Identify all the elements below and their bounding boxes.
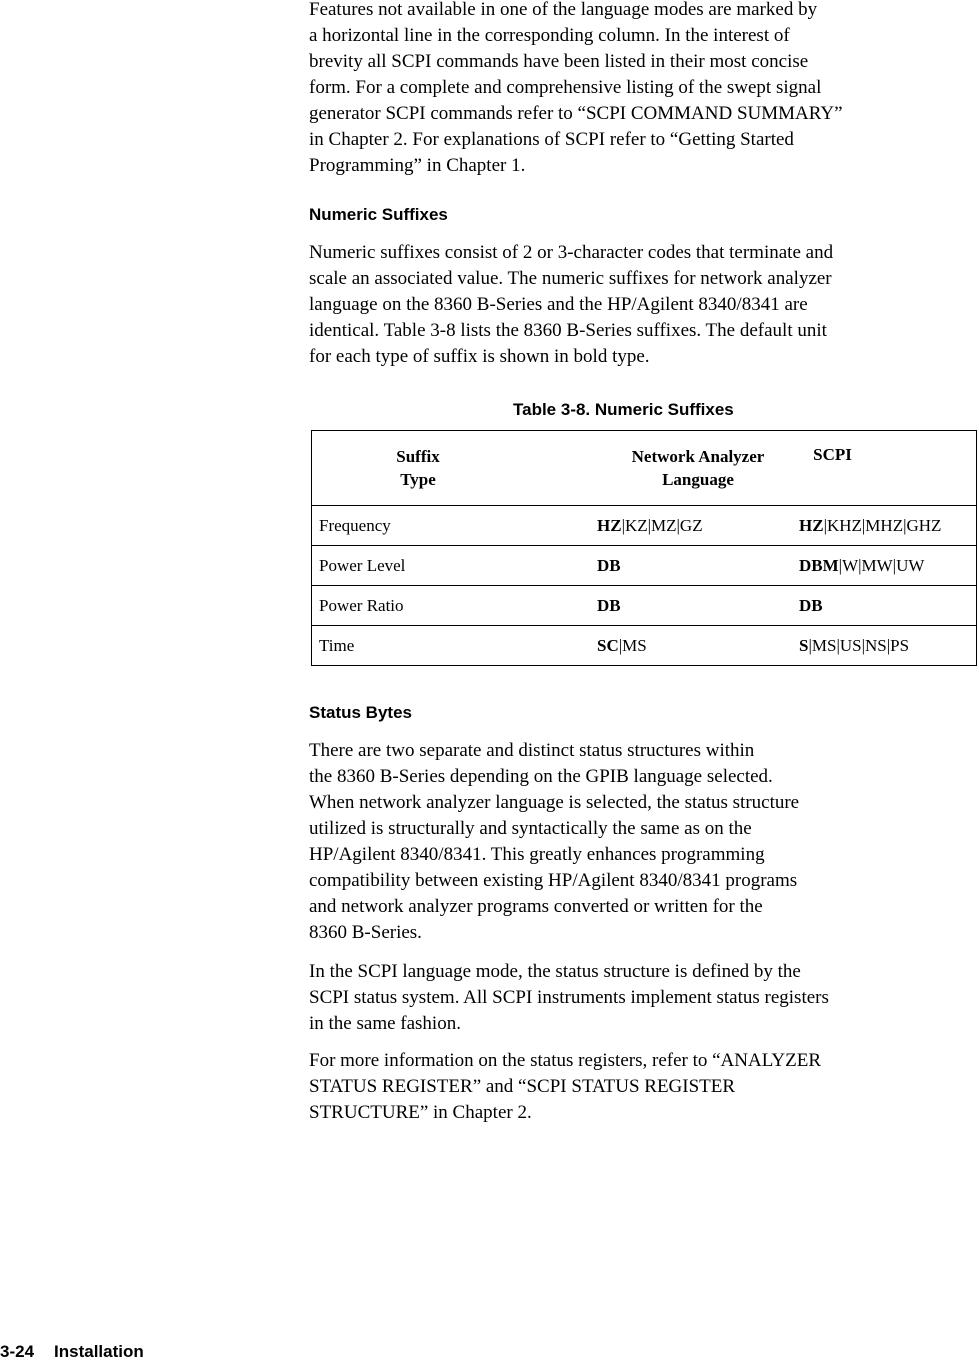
cell-network-analyzer bbox=[597, 626, 799, 666]
cell-network-analyzer bbox=[597, 506, 799, 546]
text-line: compatibility between existing HP/Agilent 8340/8341 programs bbox=[309, 870, 798, 891]
text-line: scale an associated value. The numeric suffixes for network analyzer bbox=[309, 268, 832, 289]
text-line: generator SCPI commands refer to “SCPI COMMAND SUMMARY” bbox=[309, 103, 843, 124]
default-unit: HZ bbox=[799, 515, 824, 535]
status-bytes-heading: Status Bytes bbox=[309, 703, 412, 722]
text-line: 8360 B-Series. bbox=[309, 922, 422, 943]
text-line: utilized is structurally and syntactically the same as on the bbox=[309, 818, 752, 839]
text-line: STATUS REGISTER” and “SCPI STATUS REGISTER bbox=[309, 1076, 736, 1097]
table-row bbox=[312, 586, 977, 626]
numeric-suffixes-heading: Numeric Suffixes bbox=[309, 205, 448, 224]
cell-suffix-type: Power Ratio bbox=[312, 586, 598, 626]
table-row bbox=[312, 546, 977, 586]
default-unit: DB bbox=[597, 595, 621, 615]
cell-suffix-type: Frequency bbox=[312, 506, 598, 546]
text-line: the 8360 B-Series depending on the GPIB language selected. bbox=[309, 766, 773, 787]
table-row bbox=[312, 506, 977, 546]
text-line: brevity all SCPI commands have been listed in their most concise bbox=[309, 51, 809, 72]
cell-scpi bbox=[799, 626, 977, 666]
text-line: in the same fashion. bbox=[309, 1013, 461, 1034]
cell-network-analyzer bbox=[597, 586, 799, 626]
other-units: |MS bbox=[618, 635, 647, 655]
cell-suffix-type: Power Level bbox=[312, 546, 598, 586]
status-bytes-paragraph-1 bbox=[309, 738, 799, 946]
header-network-analyzer-language bbox=[597, 431, 799, 506]
other-units: |MS|US|NS|PS bbox=[808, 635, 910, 655]
default-unit: DBM bbox=[799, 555, 839, 575]
intro-paragraph bbox=[309, 0, 843, 179]
other-units: |W|MW|UW bbox=[838, 555, 925, 575]
header-suffix-type bbox=[312, 431, 598, 506]
default-unit: S bbox=[799, 635, 809, 655]
text-line: In the SCPI language mode, the status structure is defined by the bbox=[309, 961, 801, 982]
cell-scpi bbox=[799, 586, 977, 626]
default-unit: DB bbox=[799, 595, 823, 615]
text-line: identical. Table 3-8 lists the 8360 B-Series suffixes. The default unit bbox=[309, 320, 827, 341]
cell-suffix-type: Time bbox=[319, 635, 355, 655]
text-line: STRUCTURE” in Chapter 2. bbox=[309, 1102, 532, 1123]
text-line: language on the 8360 B-Series and the HP/Agilent 8340/8341 are bbox=[309, 294, 808, 315]
text-line: a horizontal line in the corresponding column. In the interest of bbox=[309, 25, 790, 46]
footer-section-title: Installation bbox=[54, 1342, 144, 1361]
page-footer bbox=[0, 1342, 144, 1362]
default-unit: HZ bbox=[597, 515, 622, 535]
text-line: When network analyzer language is selected, the status structure bbox=[309, 792, 800, 813]
numeric-suffixes-table bbox=[311, 430, 977, 666]
text-line: For more information on the status registers, refer to “ANALYZER bbox=[309, 1050, 822, 1071]
table-header-row bbox=[312, 431, 977, 506]
cell-scpi bbox=[799, 546, 977, 586]
text-line: HP/Agilent 8340/8341. This greatly enhances programming bbox=[309, 844, 765, 865]
cell-network-analyzer bbox=[597, 546, 799, 586]
status-bytes-paragraph-2 bbox=[309, 959, 829, 1037]
header-line: SCPI bbox=[813, 445, 852, 464]
text-line: in Chapter 2. For explanations of SCPI refer to “Getting Started bbox=[309, 129, 794, 150]
header-line: Suffix bbox=[396, 447, 440, 466]
header-line: Language bbox=[662, 470, 734, 489]
table-row bbox=[312, 626, 977, 666]
other-units: |KZ|MZ|GZ bbox=[621, 515, 703, 535]
default-unit: SC bbox=[597, 635, 619, 655]
cell-scpi bbox=[799, 506, 977, 546]
other-units: |KHZ|MHZ|GHZ bbox=[823, 515, 942, 535]
numeric-suffixes-paragraph bbox=[309, 240, 833, 370]
text-line: Features not available in one of the language modes are marked by bbox=[309, 0, 818, 20]
text-line: and network analyzer programs converted or written for the bbox=[309, 896, 763, 917]
text-line: There are two separate and distinct status structures within bbox=[309, 740, 755, 761]
header-scpi bbox=[799, 431, 977, 506]
page-number: 3-24 bbox=[0, 1342, 35, 1361]
text-line: Numeric suffixes consist of 2 or 3-character codes that terminate and bbox=[309, 242, 834, 263]
header-line: Network Analyzer bbox=[631, 447, 765, 466]
text-line: form. For a complete and comprehensive listing of the swept signal bbox=[309, 77, 822, 98]
text-line: SCPI status system. All SCPI instruments implement status registers bbox=[309, 987, 829, 1008]
header-line: Type bbox=[400, 470, 436, 489]
status-bytes-paragraph-3 bbox=[309, 1048, 821, 1126]
text-line: for each type of suffix is shown in bold type. bbox=[309, 346, 650, 367]
table-caption: Table 3-8. Numeric Suffixes bbox=[513, 400, 734, 419]
text-line: Programming” in Chapter 1. bbox=[309, 155, 526, 176]
default-unit: DB bbox=[597, 555, 621, 575]
